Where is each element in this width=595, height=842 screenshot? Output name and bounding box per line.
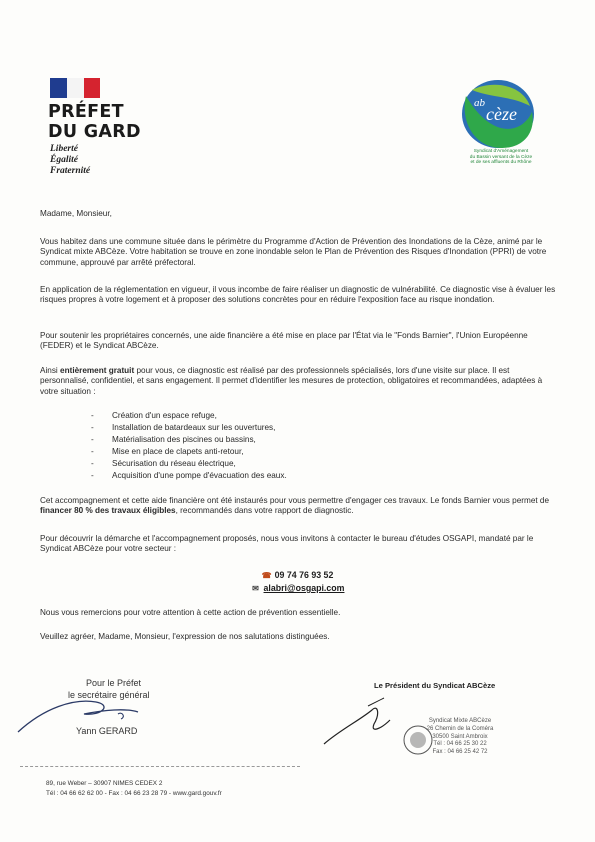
salutation: Madame, Monsieur, bbox=[40, 209, 112, 218]
paragraph-free-diagnostic bbox=[40, 366, 556, 397]
signature-right-title: Le Président du Syndicat ABCèze bbox=[374, 681, 496, 690]
motto-egalite: Égalité bbox=[50, 155, 78, 165]
abceze-logo bbox=[452, 76, 538, 152]
logo-caption bbox=[446, 149, 556, 166]
footer bbox=[46, 779, 222, 798]
paragraph-barnier bbox=[40, 496, 556, 517]
republic-motto bbox=[50, 144, 90, 177]
contact-block bbox=[0, 569, 595, 595]
motto-liberte: Liberté bbox=[50, 144, 78, 154]
paragraph-funding: Pour soutenir les propriétaires concernés, une aide financière a été mise en place par l'État via le "Fonds Barnier", l'Union Européenne (FEDER) et le Syndicat ABCèze. bbox=[40, 331, 528, 351]
signature-left-line: le secrétaire général bbox=[68, 690, 150, 700]
text-span: pour vous, ce diagnostic est réalisé par des professionnels spécialisés, lors d'une visite sur place. Il est personnalisé, confidentiel, et sans engagement. Il permet d'identifier les mesures de protection, obligatoires et recommandées, adaptées à votre situation : bbox=[40, 366, 543, 396]
stamp-line: Tél : 04 66 25 30 22 bbox=[433, 741, 487, 748]
signatory-name: Yann GERARD bbox=[76, 726, 138, 736]
signature-left-line: Pour le Préfet bbox=[86, 678, 142, 688]
footer-contact: Tél : 04 66 62 62 00 - Fax : 04 66 23 28 79 - www.gard.gouv.fr bbox=[46, 789, 222, 797]
logo-text-ceze: cèze bbox=[486, 104, 517, 124]
phone-line bbox=[0, 569, 595, 582]
paragraph-context: Vous habitez dans une commune située dans le périmètre du Programme d'Action de Prévention des Inondations de la Cèze, animé par le Syndicat mixte ABCèze. Votre habitation se trouve en zone inondable selon le Plan de Prévention des Risques d'Inondation (PPRI) de votre commune, approuvé par arrêté préfectoral. bbox=[40, 237, 547, 267]
stamp-line: 30500 Saint Ambroix bbox=[432, 733, 488, 740]
list-item: - Matérialisation des piscines ou bassins, bbox=[108, 434, 408, 446]
list-item: - Installation de batardeaux sur les ouvertures, bbox=[108, 422, 408, 434]
paragraph-thanks: Nous vous remercions pour votre attention à cette action de prévention essentielle. bbox=[40, 608, 341, 617]
phone-icon: ☎ bbox=[261, 571, 272, 580]
prefecture-title bbox=[48, 102, 141, 142]
paragraph-contact-intro: Pour découvrir la démarche et l'accompagnement proposés, nous vous invitons à contacter le bureau d'études OSGAPI, mandaté par le Syndicat ABCèze pour votre secteur : bbox=[40, 534, 534, 554]
logo-caption-line: Syndicat d'Aménagement bbox=[473, 149, 529, 154]
logo-caption-line: du Bassin versant de la Cèze bbox=[469, 154, 533, 160]
paragraph-closing: Veuillez agréer, Madame, Monsieur, l'expression de nos salutations distinguées. bbox=[40, 632, 330, 641]
measures-list bbox=[108, 410, 408, 482]
stamp-line: 26 Chemin de la Coméra bbox=[426, 725, 494, 732]
prefet-line-1: PRÉFET bbox=[48, 102, 124, 122]
bold-financing: financer 80 % des travaux éligibles bbox=[40, 506, 176, 516]
list-item: - Mise en place de clapets anti-retour, bbox=[108, 446, 408, 458]
french-flag-logo bbox=[50, 78, 100, 98]
logo-text-ab: ab bbox=[474, 97, 485, 109]
bold-free: entièrement gratuit bbox=[60, 366, 135, 375]
stamp-text bbox=[420, 718, 500, 757]
phone-number: 09 74 76 93 52 bbox=[274, 570, 334, 580]
list-item: - Création d'un espace refuge, bbox=[108, 410, 408, 422]
footer-divider bbox=[20, 766, 300, 767]
text-span: , recommandés dans votre rapport de diagnostic. bbox=[175, 506, 354, 516]
email-line bbox=[0, 582, 595, 595]
list-item: - Sécurisation du réseau électrique, bbox=[108, 458, 408, 470]
footer-address: 89, rue Weber – 30907 NIMES CEDEX 2 bbox=[46, 780, 163, 787]
prefet-line-2: DU GARD bbox=[48, 122, 141, 142]
text-span: Ainsi bbox=[40, 366, 61, 375]
logo-caption-line: et de ses affluents du Rhône bbox=[470, 160, 532, 166]
envelope-icon: ✉ bbox=[252, 584, 259, 593]
stamp-line: Fax : 04 66 25 42 72 bbox=[432, 749, 488, 756]
list-item: - Acquisition d'une pompe d'évacuation des eaux. bbox=[108, 470, 408, 482]
paragraph-obligation: En application de la réglementation en vigueur, il vous incombe de faire réaliser un diagnostic de vulnérabilité. Ce diagnostic vise à évaluer les risques propres à votre logement et à proposer des solutions concrètes pour en réduire l'exposition face au risque inondation. bbox=[40, 285, 556, 305]
email-link[interactable]: alabri@osgapi.com bbox=[263, 583, 345, 593]
motto-fraternite: Fraternité bbox=[50, 166, 91, 176]
text-span: Cet accompagnement et cette aide financière ont été instaurés pour vous permettre d'engager ces travaux. Le fonds Barnier vous permet de bbox=[40, 496, 550, 505]
stamp-line: Syndicat Mixte ABCèze bbox=[428, 718, 492, 724]
